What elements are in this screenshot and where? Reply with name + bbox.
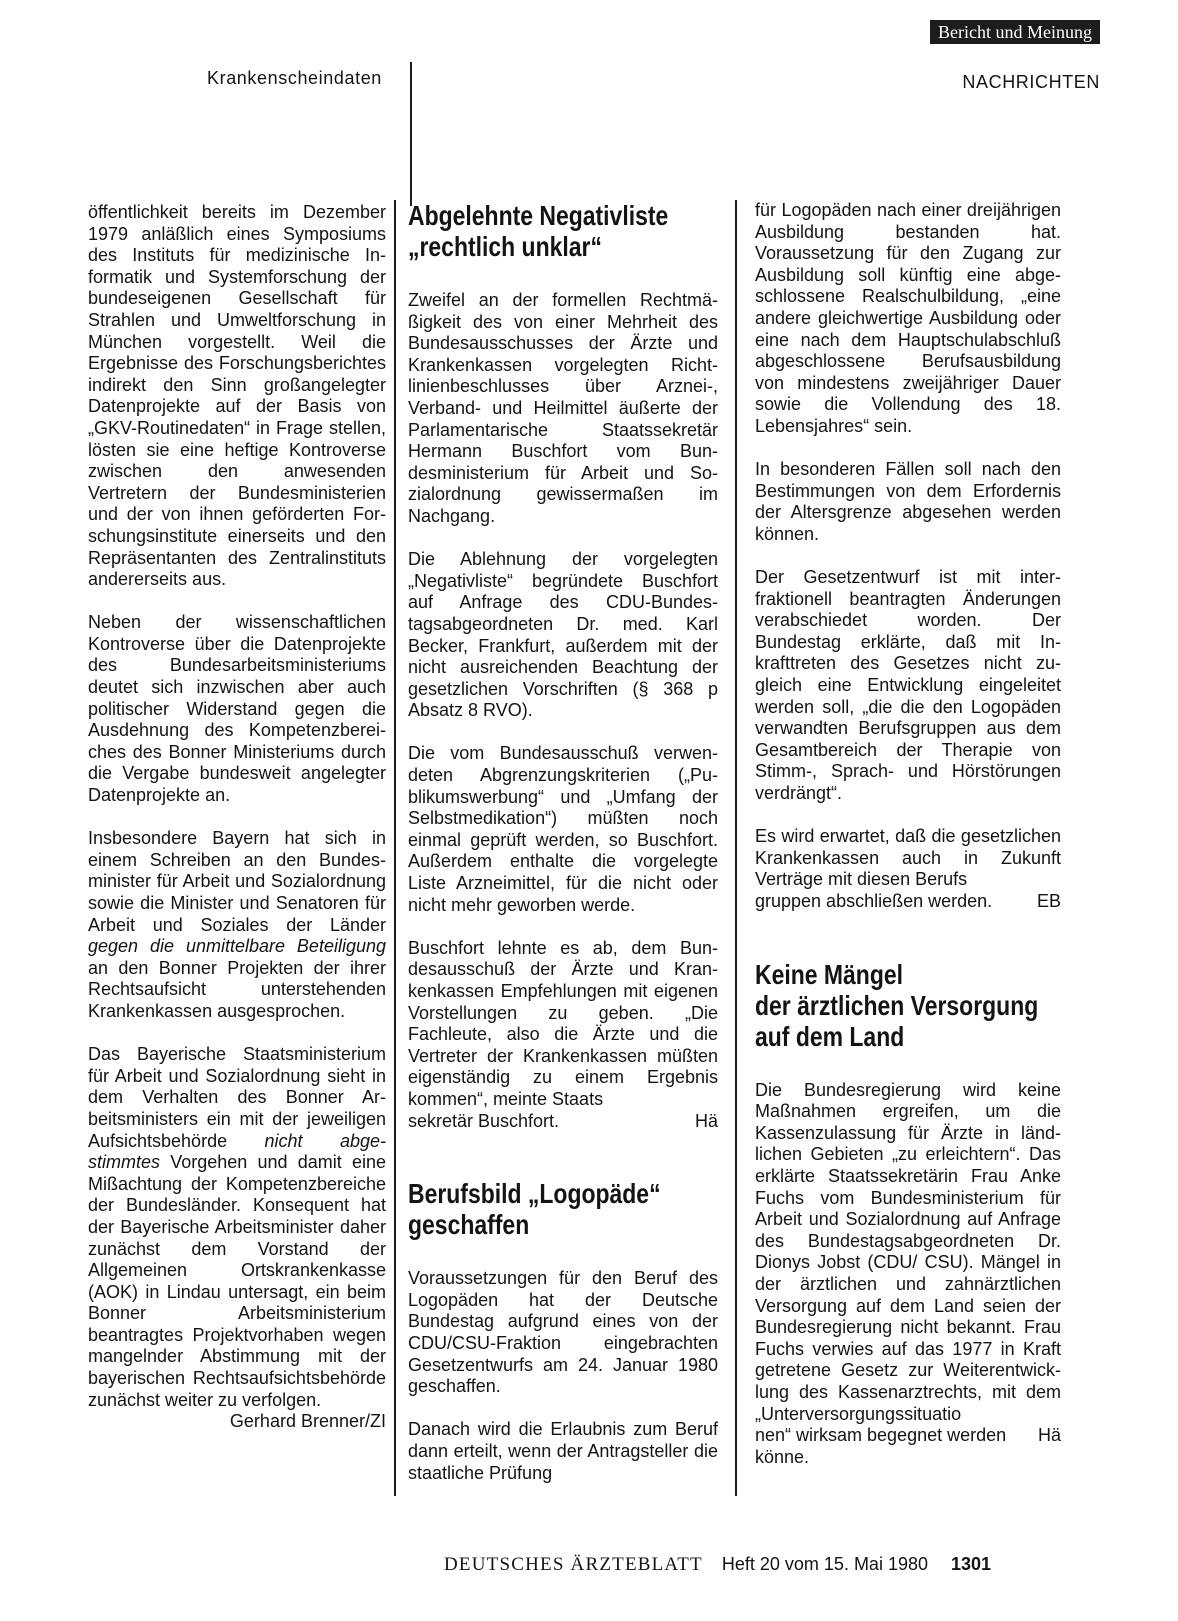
col3-paragraph: Der Gesetzentwurf ist mit interfraktionell beantragten Änderungen verabschiedet worden. Der Bundestag erklärte, daß mit Inkrafttreten des Gesetzes nicht zugleich eine Entwicklung eingeleitet werden soll, „die die den Logopäden verwandten Berufsgruppen aus dem Gesamtbereich der Therapie von Stimm-, Sprach- und Hörstörungen verdrängt“. — [755, 567, 1061, 804]
column-2 — [408, 200, 718, 1484]
col3-paragraph: Es wird erwartet, daß die gesetzlichen Krankenkassen auch in Zukunft Verträge mit diesen Berufs — [755, 826, 1061, 890]
col3-paragraph: Die Bundesregierung wird keine Maßnahmen ergreifen, um die Kassenzulassung für Ärzte in ländlichen Gebieten „zu erleichtern“. Das erklärte Staatssekretärin Frau Anke Fuchs vom Bundesministerium für Arbeit und Sozialordnung auf Anfrage des Bundestagsabgeordneten Dr. Dionys Jobst (CDU/ CSU). Mängel in der ärztlichen und zahnärztlichen Versorgung auf dem Land seien der Bundesregierung nicht bekannt. Frau Fuchs verwies auf das 1977 in Kraft getretene Gesetz zur Weiterentwicklung des Kassenarztrechts, mit dem „Unterversorgungssituatio — [755, 1079, 1061, 1424]
emphasis-text: gegen die unmittelbare Beteiligung — [88, 936, 386, 957]
col2-paragraph: Zweifel an der formellen Rechtmäßigkeit des von einer Mehrheit des Bundesausschusses der Ärzte und Krankenkassen vorgelegten Richtlinienbeschlusses über Arznei-, Verband- und Heilmittel äußerte der Parlamentarische Staatssekretär Hermann Buschfort vom Bundesministerium für Arbeit und Sozialordnung gewissermaßen im Nachgang. — [408, 290, 718, 526]
col2-paragraph: Danach wird die Erlaubnis zum Beruf dann erteilt, wenn der Antragsteller die staatliche Prüfung — [408, 1419, 718, 1483]
column-1 — [88, 202, 386, 1433]
col3-paragraph: In besonderen Fällen soll nach den Bestimmungen von dem Erfordernis der Altersgrenze abgesehen werden können. — [755, 459, 1061, 544]
col1-paragraph — [88, 1044, 386, 1411]
emphasis-text: nicht abgestimmtes — [88, 1130, 386, 1173]
headline-line: „rechtlich unklar“ — [408, 231, 602, 262]
text-run: Vorgehen und damit eine Mißachtung der Kompetenzbereiche der Bundesländer. Konsequent hat der Bayerische Arbeitsminister daher zunächst dem Vorstand der Allgemeinen Ortskrankenkasse (AOK) in Lindau untersagt, ein beim Bonner Arbeitsministerium beantragtes Projektvorhaben wegen mangelnder Abstimmung mit der bayerischen Rechtsaufsichtsbehörde zunächst weiter zu verfolgen. — [88, 1152, 386, 1410]
author-initials: EB — [1036, 891, 1061, 911]
section-badge: Bericht und Meinung — [930, 20, 1100, 44]
article-headline — [755, 958, 1039, 1052]
author-initials: Hä — [1037, 1425, 1061, 1446]
headline-line: auf dem Land — [755, 1020, 905, 1052]
running-header-left: Krankenscheindaten — [207, 68, 382, 88]
issue-info: Heft 20 vom 15. Mai 1980 — [721, 1554, 928, 1574]
col2-paragraph: Voraussetzungen für den Beruf des Logopäden hat der Deutsche Bundestag aufgrund eines von der CDU/CSU-Fraktion eingebrachten Gesetzentwurfs am 24. Januar 1980 geschaffen. — [408, 1268, 718, 1397]
paragraph-end-line — [755, 1425, 1061, 1468]
col1-paragraph: öffentlichkeit bereits im Dezember 1979 anläßlich eines Symposiums des Instituts für medizinische Informatik und Systemforschung der bundeseigenen Gesellschaft für Strahlen und Umweltforschung in München vorgestellt. Weil die Ergebnisse des Forschungsberichtes indirekt den Sinn großangelegter Datenprojekte auf der Basis von „GKV-Routinedaten“ in Frage stellen, lösten sie eine heftige Kontroverse zwischen den anwesenden Vertretern der Bundesministerien und der von ihnen geförderten Forschungsinstitute einerseits und den Repräsentanten des Zentralinstituts andererseits aus. — [88, 202, 386, 590]
headline-line: Berufsbild „Logopäde“ — [408, 1178, 661, 1210]
headline-line: geschaffen — [408, 1209, 530, 1241]
journal-name: DEUTSCHES ÄRZTEBLATT — [444, 1554, 703, 1575]
text-run: Insbesondere Bayern hat sich in einem Schreiben an den Bundesminister für Arbeit und Sozialordnung sowie die Minister und Senatoren für Arbeit und Soziales der Länder — [88, 828, 386, 935]
col1-paragraph — [88, 828, 386, 1022]
col2-paragraph: Buschfort lehnte es ab, dem Bundesausschuß der Ärzte und Krankenkassen Empfehlungen mit eigenen Vorstellungen zu geben. „Die Fachleute, also die Ärzte und die Vertreter der Krankenkassen müßten eigenständig zu einem Ergebnis kommen“, meinte Staats — [408, 937, 718, 1109]
text-run: sekretär Buschfort. — [408, 1110, 560, 1131]
running-header-right: NACHRICHTEN — [962, 72, 1100, 92]
text-run: gruppen abschließen werden. — [755, 891, 993, 911]
text-run: nen“ wirksam begegnet werden könne. — [755, 1425, 1007, 1467]
text-run: Das Bayerische Staatsministerium für Arbeit und Sozialordnung sieht in dem Verhalten des Bonner Arbeitsministers ein mit der jeweiligen Aufsichtsbehörde — [88, 1044, 386, 1151]
author-initials: Hä — [694, 1110, 718, 1131]
headline-line: der ärztlichen Versorgung — [755, 989, 1039, 1021]
paragraph-end-line — [755, 891, 1061, 913]
headline-line: Abgelehnte Negativliste — [408, 200, 669, 231]
article-headline — [408, 200, 669, 262]
column-divider-right — [735, 200, 737, 1496]
page-footer — [444, 1554, 991, 1576]
article-headline — [408, 1178, 662, 1240]
text-run: an den Bonner Projekten der ihrer Rechtsaufsicht unterstehenden Krankenkassen ausgesprochen. — [88, 957, 386, 1021]
paragraph-end-line — [408, 1111, 718, 1133]
col3-paragraph: für Logopäden nach einer dreijährigen Ausbildung bestanden hat. Voraussetzung für den Zugang zur Ausbildung soll künftig eine abgeschlossene Realschulbildung, „eine andere gleichwertige Ausbildung oder eine nach dem Hauptschulabschluß abgeschlossene Berufsausbildung von mindestens zweijähriger Dauer sowie die Vollendung des 18. Lebensjahres“ sein. — [755, 200, 1061, 436]
headline-line: Keine Mängel — [755, 958, 903, 990]
column-3 — [755, 200, 1061, 1468]
author-signature: Gerhard Brenner/ZI — [229, 1411, 386, 1432]
col2-paragraph: Die Ablehnung der vorgelegten „Negativliste“ begründete Buschfort auf Anfrage des CDU-Bundestagsabgeordneten Dr. med. Karl Becker, Frankfurt, außerdem mit der nicht ausreichenden Beachtung der gesetzlichen Vorschriften (§ 368 p Absatz 8 RVO). — [408, 549, 718, 721]
column-divider-top — [410, 62, 412, 206]
col2-paragraph: Die vom Bundesausschuß verwendeten Abgrenzungskriterien („Publikumswerbung“ und „Umfang der Selbstmedikation“) müßten noch einmal geprüft werden, so Buschfort. Außerdem enthalte die vorgelegte Liste Arzneimittel, für die nicht oder nicht mehr geworben werde. — [408, 743, 718, 915]
column-divider-left — [394, 200, 396, 1496]
page-number: 1301 — [951, 1554, 992, 1574]
col1-paragraph: Neben der wissenschaftlichen Kontroverse über die Datenprojekte des Bundesarbeitsministeriums deutet sich inzwischen aber auch politischer Widerstand gegen die Ausdehnung des Kompetenzbereiches des Bonner Ministeriums durch die Vergabe bundesweit angelegter Datenprojekte an. — [88, 612, 386, 806]
